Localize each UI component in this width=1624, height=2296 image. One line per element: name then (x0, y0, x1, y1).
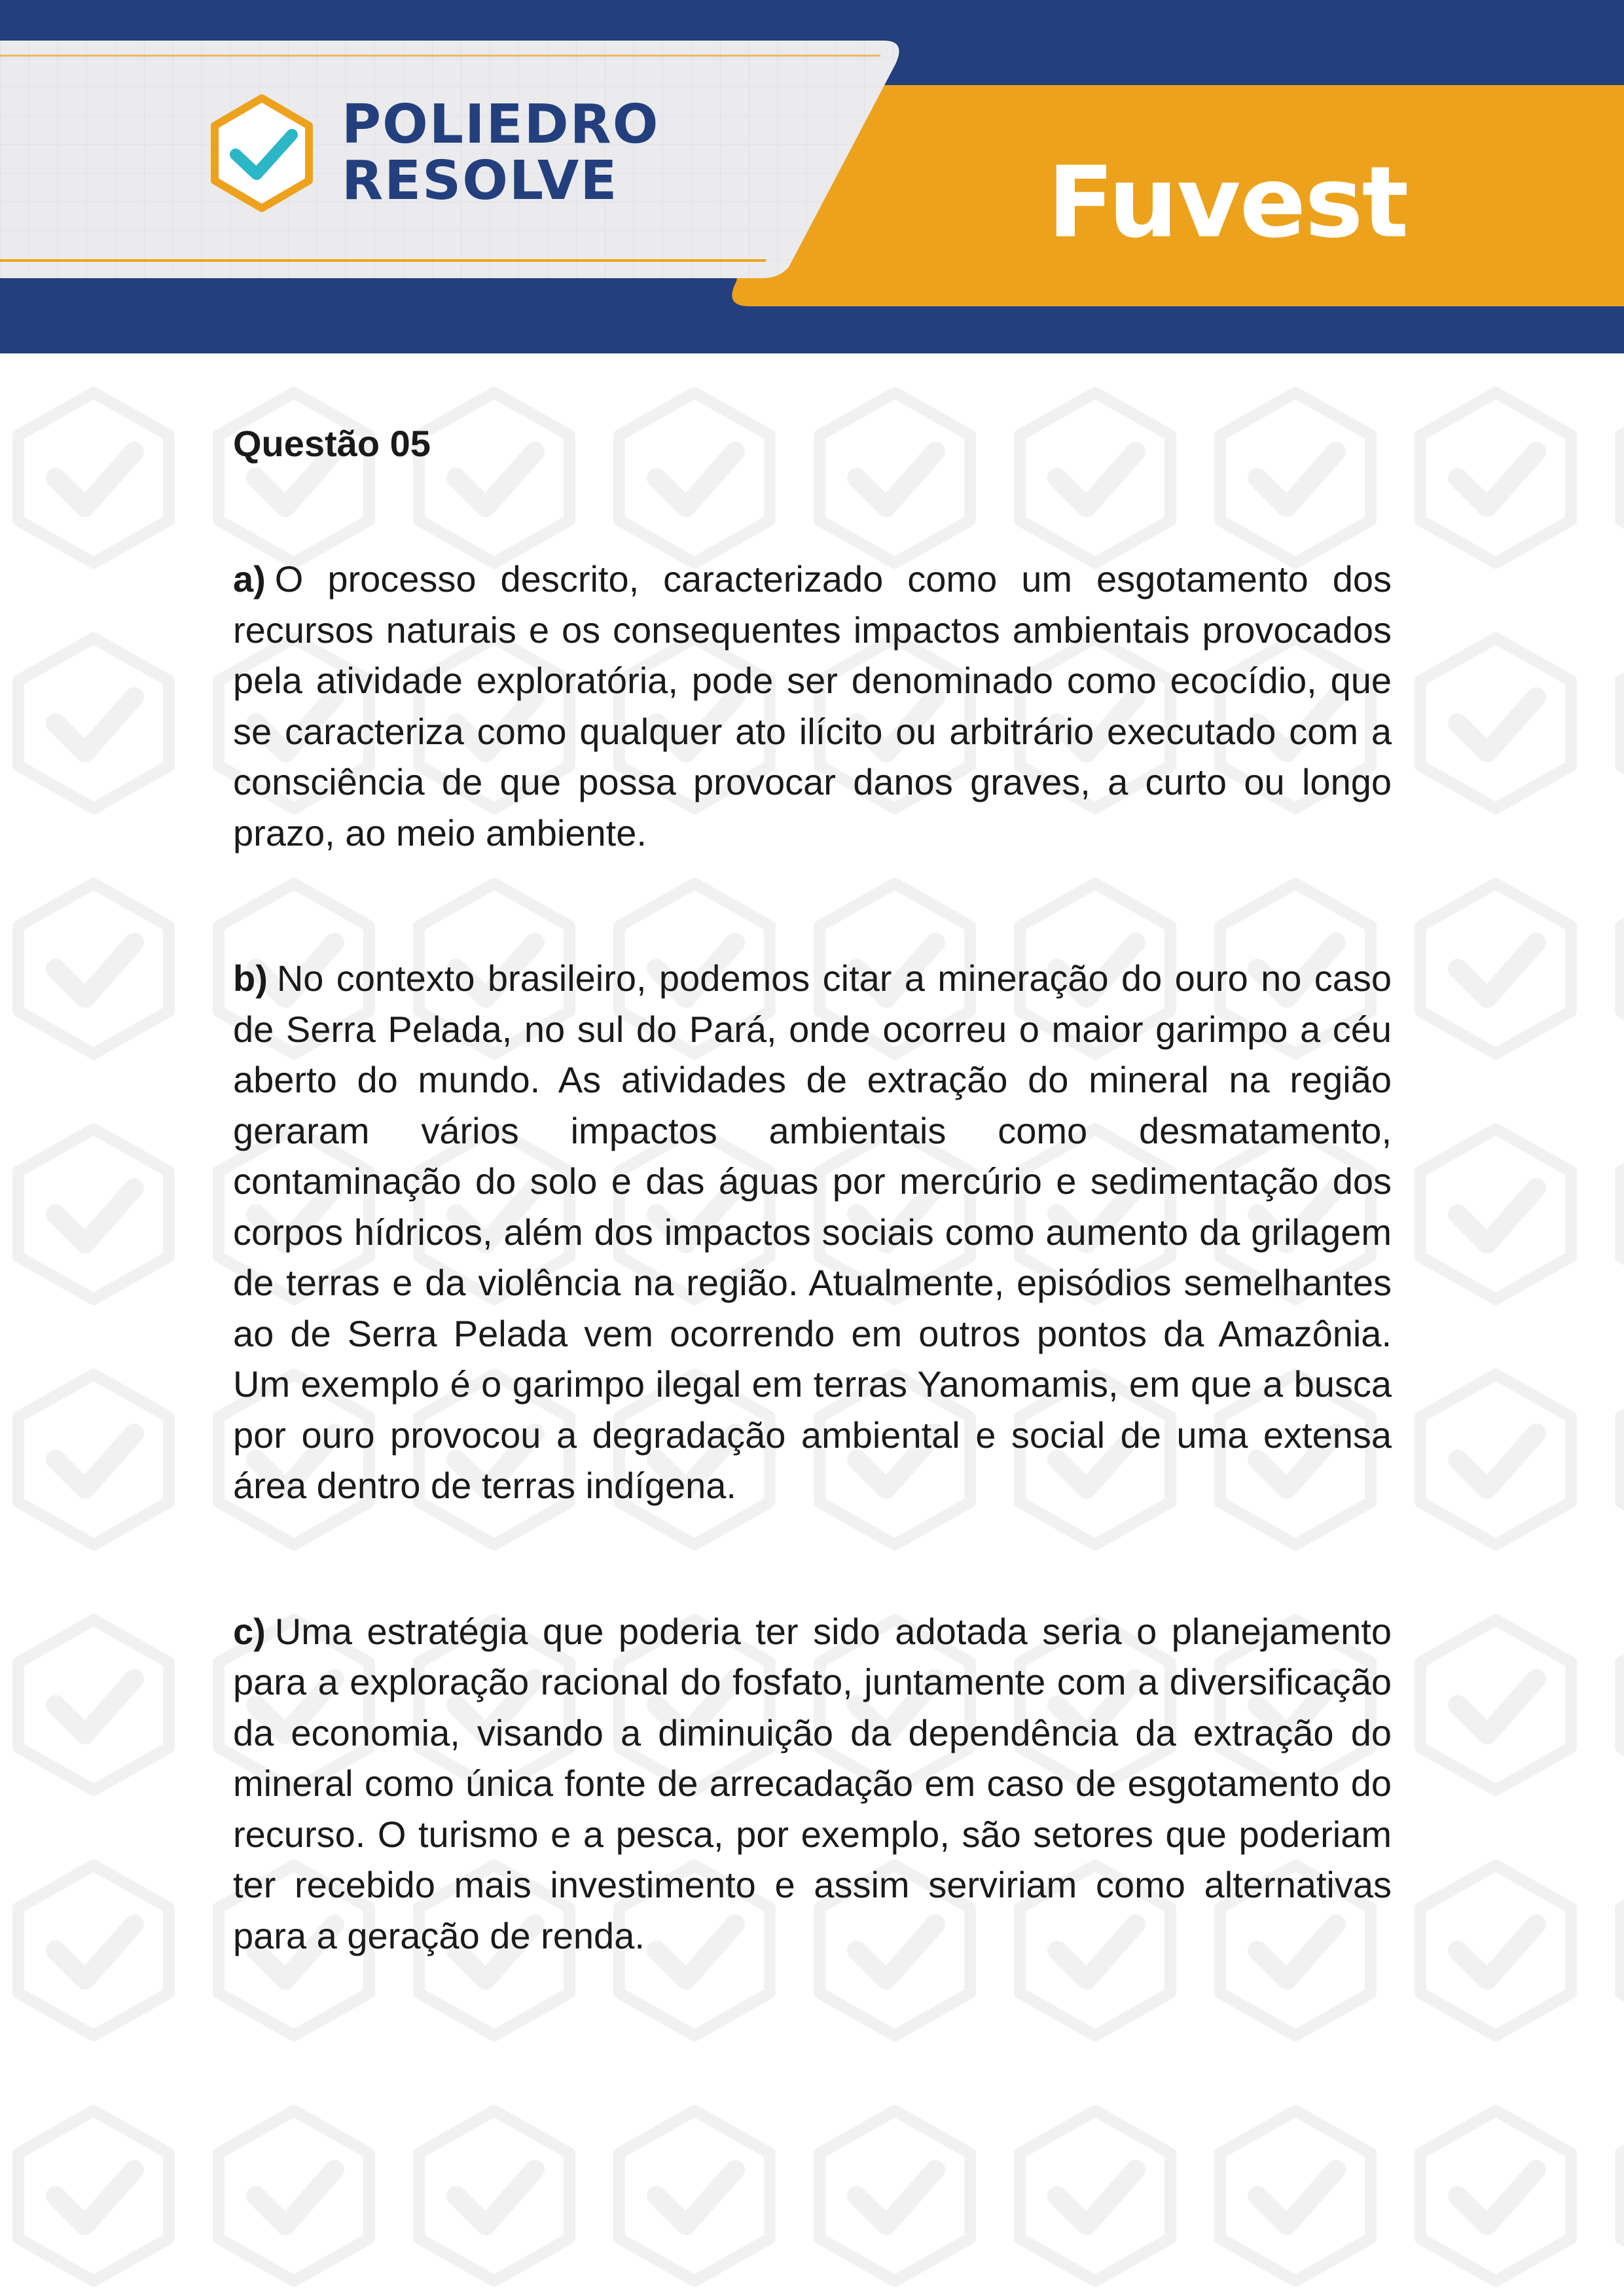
answer-b-text: No contexto brasileiro, podemos citar a mineração do ouro no caso de Serra Pelada, no sul do Pará, onde ocorreu o maior garimpo a céu aberto do mundo. As atividades de extração do mineral na região geraram vários impactos ambientais como desmatamento, contaminação do solo e das águas por mercúrio e sedimentação dos corpos hídricos, além dos impactos sociais como aumento da grilagem de terras e da violência na região. Atualmente, episódios semelhantes ao de Serra Pelada vem ocorrendo em outros pontos da Amazônia. Um exemplo é o garimpo ilegal em terras Yanomamis, em que a busca por ouro provocou a degradação ambiental e social de uma extensa área dentro de terras indígena. (233, 958, 1392, 1506)
exam-name: Fuvest (1047, 146, 1408, 260)
answer-c-text: Uma estratégia que poderia ter sido adotada seria o planejamento para a exploração racional do fosfato, juntamente com a diversificação da economia, visando a diminuição da dependência da extração do mineral como única fonte de arrecadação em caso de esgotamento do recurso. O turismo e a pesca, por exemplo, são setores que poderiam ter recebido mais investimento e assim serviriam como alternativas para a geração de renda. (233, 1610, 1392, 1956)
answer-a-label: a) (233, 558, 266, 600)
brand-line-1: POLIEDRO (342, 94, 660, 156)
answer-b-label: b) (233, 958, 268, 999)
brand-logo-text (342, 94, 660, 212)
hexagon-check-icon (215, 98, 309, 208)
answer-b (233, 953, 1392, 1511)
answer-c-label: c) (233, 1610, 266, 1652)
answer-a-text: O processo descrito, caracterizado como um esgotamento dos recursos naturais e os consequentes impactos ambientais provocados pela atividade exploratória, pode ser denominado como ecocídio, que se caracteriza como qualquer ato ilícito ou arbitrário executado com a consciência de que possa provocar danos graves, a curto ou longo prazo, ao meio ambiente. (233, 558, 1392, 853)
answer-a (233, 554, 1392, 858)
question-title: Questão 05 (233, 423, 431, 464)
answer-c (233, 1606, 1392, 1962)
answer-content (233, 419, 1392, 2056)
brand-line-2: RESOLVE (342, 150, 619, 212)
